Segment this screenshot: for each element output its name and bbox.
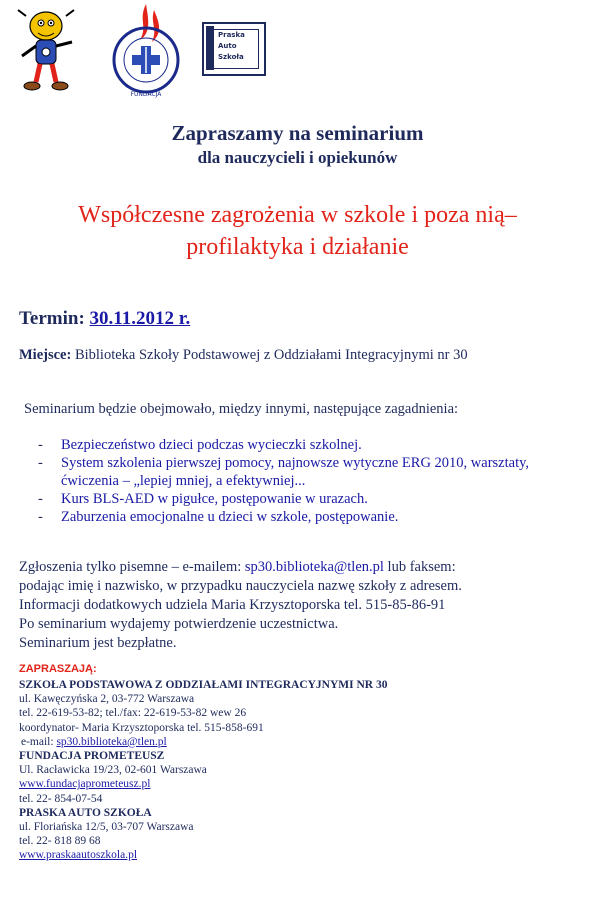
seminar-title-line1: Współczesne zagrożenia w szkole i poza nią– (78, 202, 517, 228)
registration-line4: Po seminarium wydajemy potwierdzenie uczestnictwa. (19, 616, 339, 632)
praska-name: PRASKA AUTO SZKOŁA (19, 806, 152, 819)
registration-text-after: lub faksem: (383, 559, 456, 575)
audience-subtitle: dla nauczycieli i opiekunów (197, 148, 398, 167)
praska-line2: Auto (218, 42, 237, 50)
organizers-block (19, 678, 579, 863)
svg-text:FUNDACJA: FUNDACJA (130, 91, 162, 98)
invite-title: Zapraszamy na seminarium (171, 121, 424, 145)
list-item (38, 436, 558, 454)
mascot-logo (16, 6, 78, 96)
termin-label: Termin: (19, 308, 85, 329)
prometeusz-address: Ul. Racławicka 19/23, 02-601 Warszawa (19, 764, 207, 777)
registration-info (19, 558, 579, 653)
registration-line5: Seminarium jest bezpłatne. (19, 635, 177, 651)
praska-line1: Praska (218, 31, 245, 39)
registration-line2: podając imię i nazwisko, w przypadku nauczyciela nazwę szkoły z adresem. (19, 578, 462, 594)
registration-text: Zgłoszenia tylko pisemne – e-mailem: (19, 559, 245, 575)
list-item-text: System szkolenia pierwszej pomocy, najnowsze wytyczne ERG 2010, warsztaty, ćwiczenia – „lepiej mniej, a efektywniej... (61, 455, 530, 489)
list-dash: - (38, 437, 43, 453)
praska-address: ul. Floriańska 12/5, 03-707 Warszawa (19, 821, 194, 834)
list-dash: - (38, 455, 43, 471)
praska-tel: tel. 22- 818 89 68 (19, 835, 101, 848)
school-coordinator: koordynator- Maria Krzysztoporska tel. 515-858-691 (19, 721, 264, 734)
list-dash: - (38, 491, 43, 507)
school-email-label: e-mail: (21, 735, 57, 748)
organizers-heading: ZAPRASZAJĄ: (19, 663, 97, 675)
school-tel: tel. 22-619-53-82; tel./fax: 22-619-53-82 wew 26 (19, 707, 247, 720)
topics-list (38, 436, 558, 526)
prometeusz-tel: tel. 22- 854-07-54 (19, 792, 103, 805)
prometeusz-www-link[interactable]: www.fundacjaprometeusz.pl (19, 778, 151, 791)
praska-auto-szkola-logo (202, 22, 266, 76)
list-item-text: Bezpieczeństwo dzieci podczas wycieczki szkolnej. (61, 437, 362, 453)
school-name: SZKOŁA PODSTAWOWA Z ODDZIAŁAMI INTEGRACYJNYMI NR 30 (19, 679, 388, 691)
list-item-text: Zaburzenia emocjonalne u dzieci w szkole, postępowanie. (61, 509, 399, 525)
prometeusz-logo (108, 2, 184, 98)
miejsce-value: Biblioteka Szkoły Podstawowej z Oddziałami Integracyjnymi nr 30 (74, 347, 468, 363)
miejsce-line (19, 347, 468, 364)
school-email-line (19, 735, 579, 749)
list-item (38, 490, 558, 508)
registration-line3: Informacji dodatkowych udziela Maria Krzysztoporska tel. 515-85-86-91 (19, 597, 446, 613)
prometeusz-name: FUNDACJA PROMETEUSZ (19, 750, 165, 763)
list-item-text: Kurs BLS-AED w pigułce, postępowanie w urazach. (61, 491, 368, 507)
list-item (38, 508, 558, 526)
topics-intro: Seminarium będzie obejmowało, między innymi, następujące zagadnienia: (24, 401, 459, 417)
praska-line3: Szkoła (218, 53, 244, 61)
praska-www-link[interactable]: www.praskaautoszkola.pl (19, 849, 138, 862)
termin-date[interactable]: 30.11.2012 r. (89, 308, 191, 329)
registration-email-link[interactable]: sp30.biblioteka@tlen.pl (244, 559, 384, 575)
school-address: ul. Kawęczyńska 2, 03-772 Warszawa (19, 693, 195, 706)
logo-bar (14, 0, 284, 104)
miejsce-label: Miejsce: (19, 347, 72, 363)
list-dash: - (38, 509, 43, 525)
seminar-title-line2: profilaktyka i działanie (186, 234, 409, 260)
school-email-link[interactable]: sp30.biblioteka@tlen.pl (56, 735, 167, 748)
list-item (38, 454, 558, 490)
termin-line (19, 308, 190, 330)
registration-line1 (19, 558, 579, 577)
